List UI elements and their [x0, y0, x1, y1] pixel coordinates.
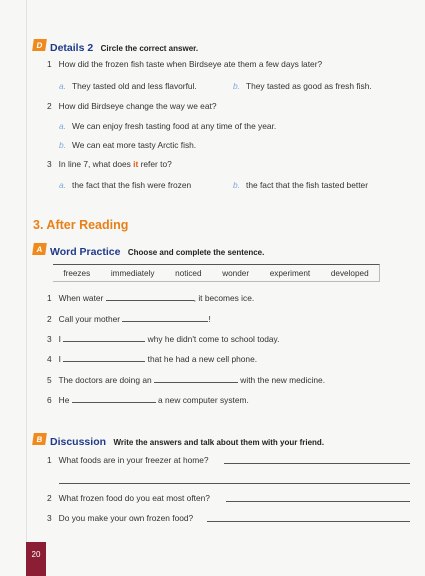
- sentence-end: with the new medicine.: [240, 375, 326, 385]
- discussion-question-3: [47, 513, 193, 523]
- answer-blank[interactable]: [63, 354, 145, 362]
- word-practice-instruction: Choose and complete the sentence.: [127, 248, 265, 257]
- answer-blank[interactable]: [72, 395, 156, 403]
- details-header: [50, 38, 198, 56]
- details-title: Details 2: [50, 42, 94, 54]
- option-letter: b.: [233, 81, 240, 91]
- question-number: 2: [47, 493, 52, 503]
- answer-line[interactable]: [224, 463, 410, 464]
- sentence-start: He: [58, 395, 70, 405]
- question-text: How did Birdseye change the way we eat?: [58, 101, 217, 111]
- sentence-start: Call your mother: [58, 314, 121, 324]
- sentence-number: 5: [47, 375, 52, 385]
- details-instruction: Circle the correct answer.: [100, 44, 199, 53]
- word-bank-item: experiment: [269, 268, 311, 278]
- details-q2-option-a[interactable]: [59, 121, 276, 131]
- details-q2-option-b[interactable]: [59, 140, 196, 150]
- word-practice-sentence-3: [47, 334, 279, 344]
- sentence-end: why he didn't come to school today.: [147, 334, 280, 344]
- question-text: What foods are in your freezer at home?: [58, 455, 209, 465]
- option-letter: a.: [59, 81, 66, 91]
- sentence-start: The doctors are doing an: [58, 375, 152, 385]
- option-text: They tasted as good as fresh fish.: [246, 81, 372, 91]
- word-bank-item: immediately: [110, 268, 155, 278]
- margin-rule: [26, 0, 27, 576]
- sentence-end: that he had a new cell phone.: [147, 354, 258, 364]
- page-number-tab: [26, 542, 46, 576]
- option-text: the fact that the fish tasted better: [246, 180, 368, 190]
- section-title-after-reading: 3. After Reading: [33, 218, 129, 232]
- word-bank-item: developed: [330, 268, 369, 278]
- word-practice-sentence-5: [47, 375, 325, 385]
- word-practice-sentence-6: [47, 395, 249, 405]
- sentence-number: 6: [47, 395, 52, 405]
- question-text-end: refer to?: [138, 159, 172, 169]
- answer-blank[interactable]: [63, 334, 145, 342]
- discussion-question-1: [47, 455, 209, 465]
- discussion-title: Discussion: [50, 436, 107, 448]
- question-number: 3: [47, 513, 52, 523]
- word-practice-sentence-1: [47, 293, 254, 303]
- question-text: How did the frozen fish taste when Birdseye ate them a few days later?: [58, 59, 323, 69]
- page-number: 20: [31, 550, 41, 559]
- word-bank-item: wonder: [222, 268, 250, 278]
- word-bank-item: noticed: [175, 268, 202, 278]
- word-practice-sentence-2: [47, 314, 211, 324]
- option-text: We can eat more tasty Arctic fish.: [72, 140, 197, 150]
- details-q3-option-b[interactable]: [233, 180, 368, 190]
- sentence-start: I: [58, 334, 61, 344]
- option-letter: b.: [59, 140, 66, 150]
- question-text: In line 7, what does: [58, 159, 134, 169]
- discussion-badge: B: [32, 433, 47, 445]
- sentence-start: When water: [58, 293, 104, 303]
- answer-blank[interactable]: [106, 293, 194, 301]
- question-text: Do you make your own frozen food?: [58, 513, 194, 523]
- details-question-1: [47, 59, 322, 69]
- discussion-question-2: [47, 493, 210, 503]
- highlighted-word: it: [133, 159, 139, 169]
- sentence-number: 4: [47, 354, 52, 364]
- sentence-number: 1: [47, 293, 52, 303]
- question-number: 2: [47, 101, 52, 111]
- question-number: 1: [47, 59, 52, 69]
- word-practice-badge: A: [32, 243, 47, 255]
- question-text: What frozen food do you eat most often?: [58, 493, 210, 503]
- word-bank-item: freezes: [63, 268, 91, 278]
- option-letter: a.: [59, 180, 66, 190]
- word-practice-title: Word Practice: [50, 246, 121, 258]
- question-number: 1: [47, 455, 52, 465]
- sentence-number: 3: [47, 334, 52, 344]
- details-q1-option-b[interactable]: [233, 81, 372, 91]
- answer-line[interactable]: [207, 521, 410, 522]
- sentence-start: I: [58, 354, 61, 364]
- answer-line[interactable]: [226, 501, 410, 502]
- option-text: They tasted old and less flavorful.: [72, 81, 197, 91]
- sentence-number: 2: [47, 314, 52, 324]
- option-letter: b.: [233, 180, 240, 190]
- option-letter: a.: [59, 121, 66, 131]
- option-text: We can enjoy fresh tasting food at any time of the year.: [72, 121, 277, 131]
- answer-blank[interactable]: [122, 314, 211, 324]
- sentence-end: a new computer system.: [158, 395, 249, 405]
- word-practice-sentence-4: [47, 354, 257, 364]
- word-practice-header: [50, 242, 264, 260]
- details-question-3: [47, 159, 172, 169]
- sentence-end: , it becomes ice.: [193, 293, 255, 303]
- sentence-end: !: [208, 314, 211, 324]
- question-number: 3: [47, 159, 52, 169]
- discussion-header: [50, 432, 324, 450]
- details-badge: D: [32, 39, 47, 51]
- answer-blank[interactable]: [154, 375, 238, 383]
- details-question-2: [47, 101, 216, 111]
- details-q3-option-a[interactable]: [59, 180, 191, 190]
- option-text: the fact that the fish were frozen: [72, 180, 192, 190]
- word-bank: [53, 264, 380, 282]
- details-q1-option-a[interactable]: [59, 81, 197, 91]
- answer-line[interactable]: [59, 483, 410, 484]
- discussion-instruction: Write the answers and talk about them with your friend.: [113, 438, 325, 447]
